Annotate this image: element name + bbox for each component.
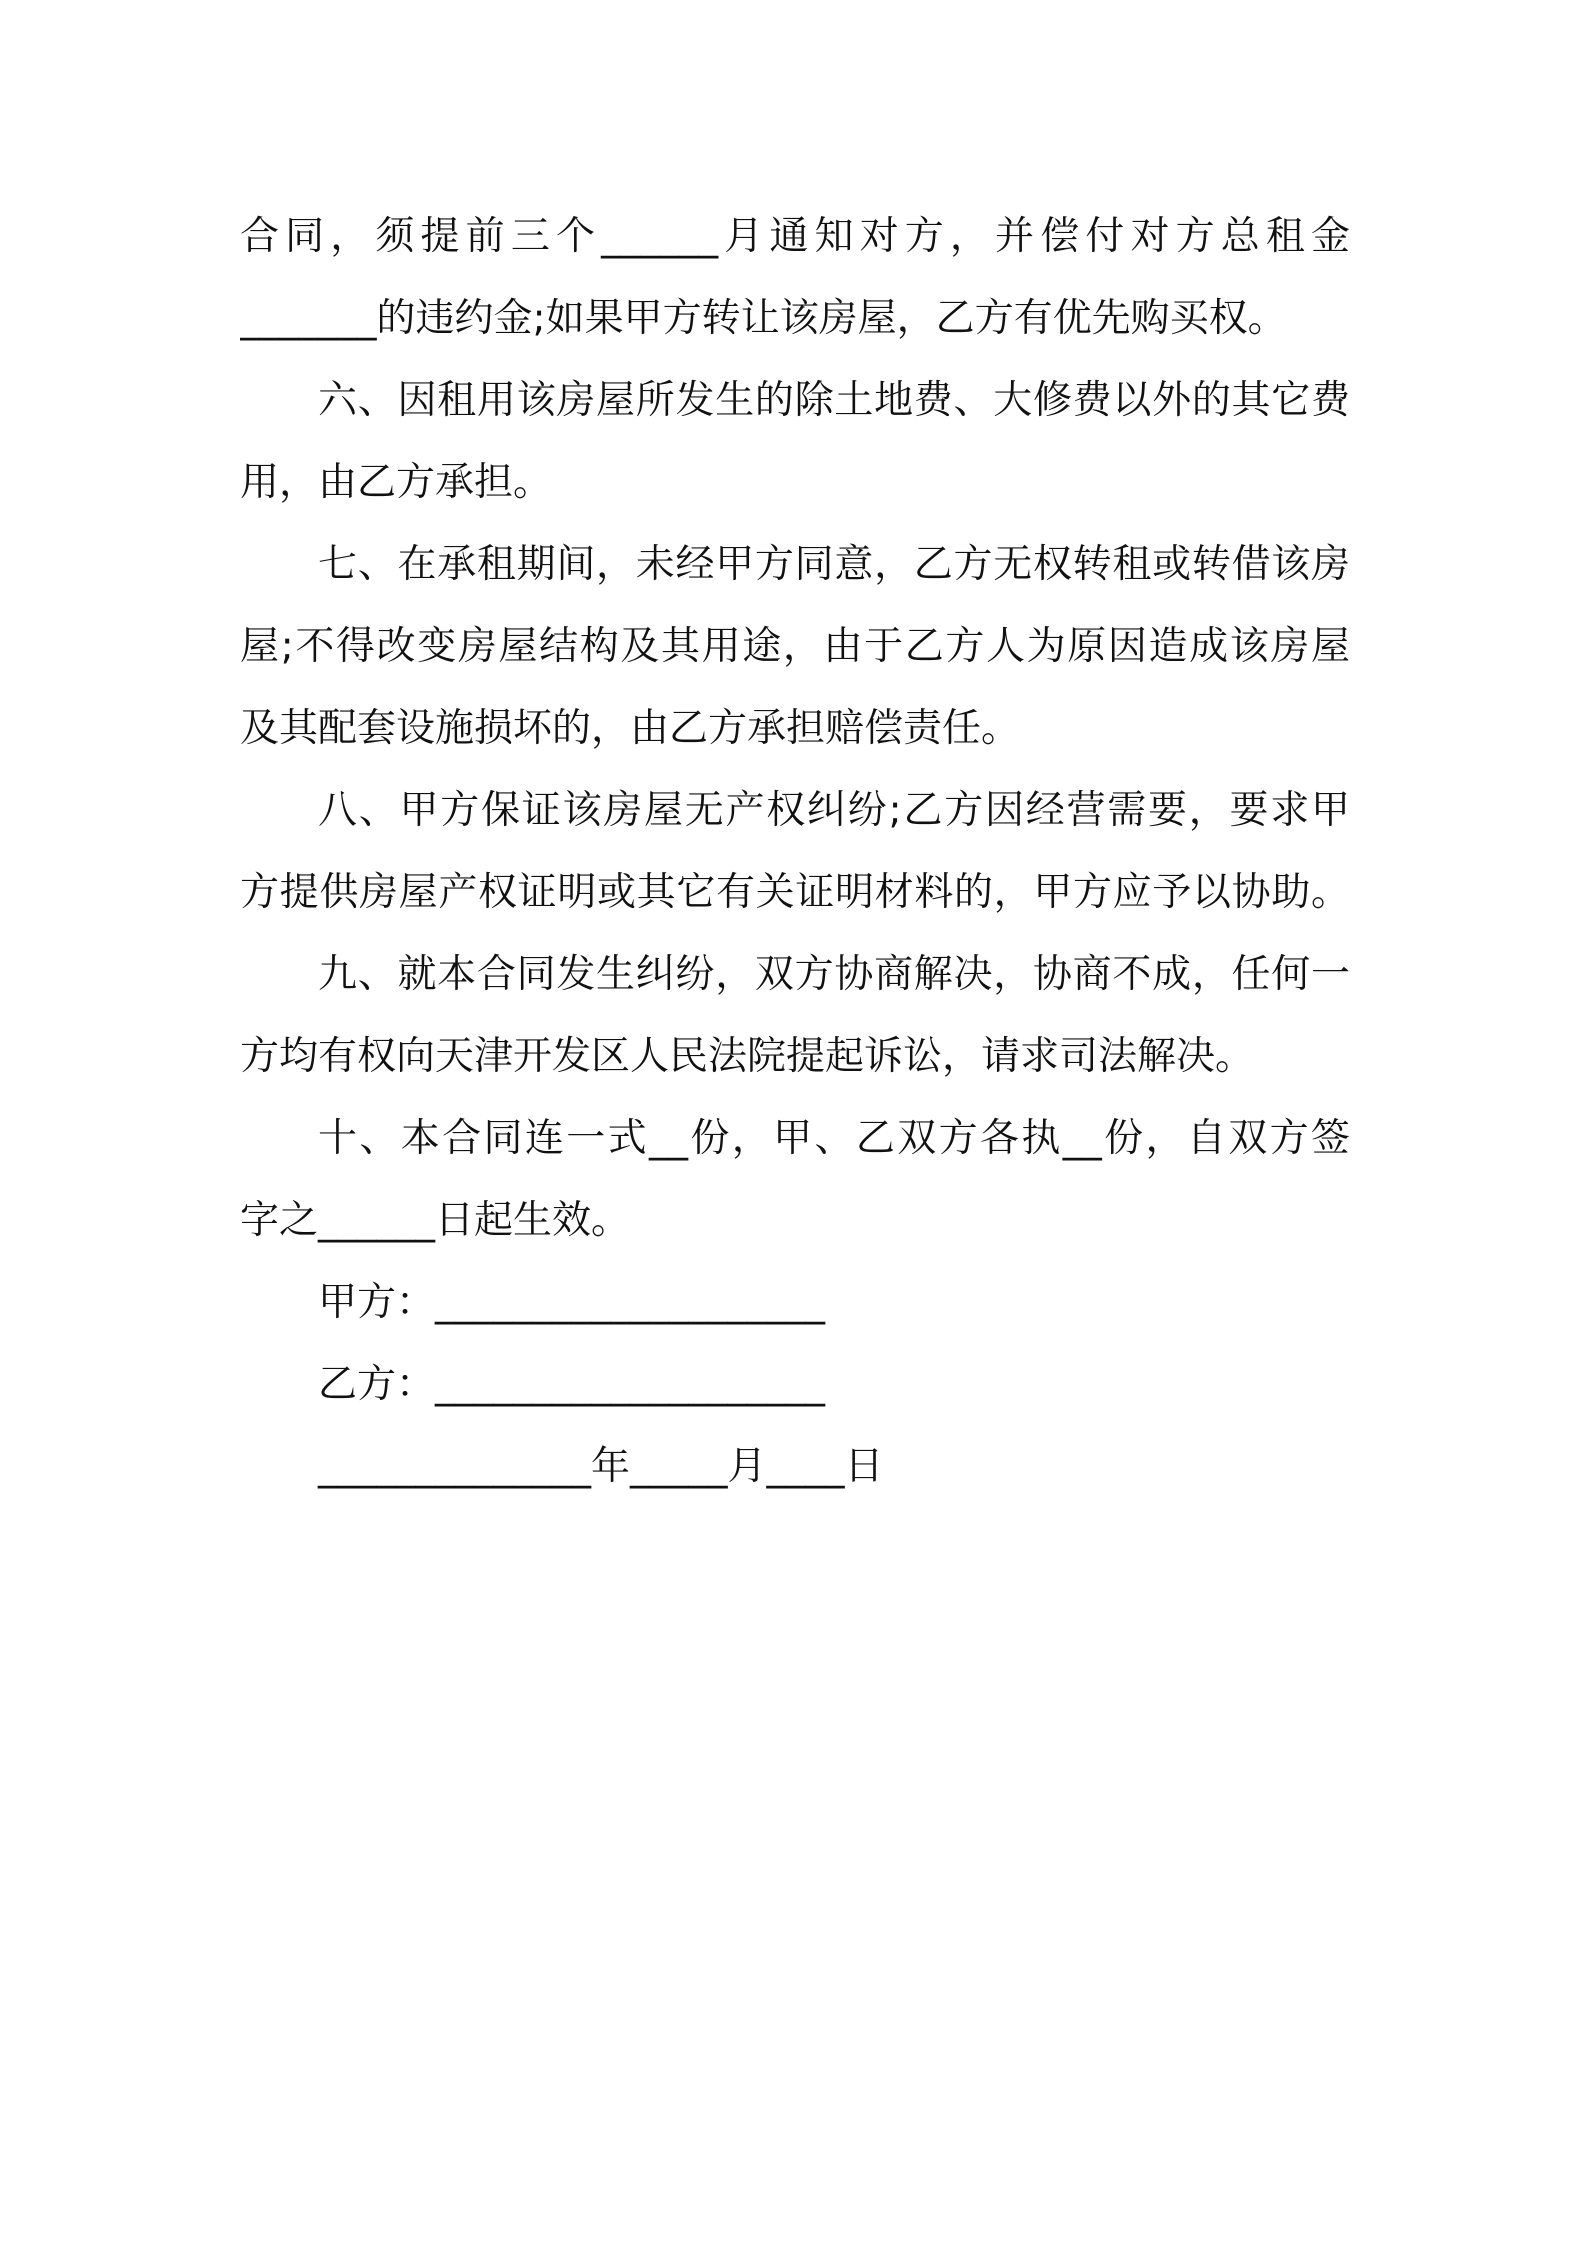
clause-5-line-3: _______的违约金;如果甲方转让该房屋，乙方有优先购买权。 xyxy=(240,296,1287,341)
party-b-signature-line: 乙方：____________________ xyxy=(318,1362,826,1407)
clause-7-line-2: 屋;不得改变房屋结构及其用途，由于乙方人为原因造成该房屋 xyxy=(240,624,1350,669)
clause-8-line-1: 八、甲方保证该房屋无产权纠纷;乙方因经营需要，要求甲 xyxy=(318,788,1350,833)
clause-8-line-2: 方提供房屋产权证明或其它有关证明材料的，甲方应予以协助。 xyxy=(240,870,1350,915)
clause-5-line-2: 合同，须提前三个______月通知对方，并偿付对方总租金 xyxy=(240,214,1350,259)
clause-6-line-2: 用，由乙方承担。 xyxy=(240,460,553,505)
clause-9-line-2: 方均有权向天津开发区人民法院提起诉讼，请求司法解决。 xyxy=(240,1034,1255,1079)
clause-10-line-1: 十、本合同连一式__份，甲、乙双方各执__份，自双方签 xyxy=(318,1116,1350,1161)
clause-7-line-1: 七、在承租期间，未经甲方同意，乙方无权转租或转借该房 xyxy=(318,542,1350,587)
party-a-signature-line: 甲方：____________________ xyxy=(318,1280,826,1325)
contract-body xyxy=(240,196,1350,1508)
clause-6-line-1: 六、因租用该房屋所发生的除土地费、大修费以外的其它费 xyxy=(318,378,1350,423)
clause-7-line-3: 及其配套设施损坏的，由乙方承担赔偿责任。 xyxy=(240,706,1021,751)
signing-date-line: ______________年_____月____日 xyxy=(318,1444,884,1489)
clause-10-line-2: 字之______日起生效。 xyxy=(240,1198,631,1243)
clause-9-line-1: 九、就本合同发生纠纷，双方协商解决，协商不成，任何一 xyxy=(318,952,1350,997)
